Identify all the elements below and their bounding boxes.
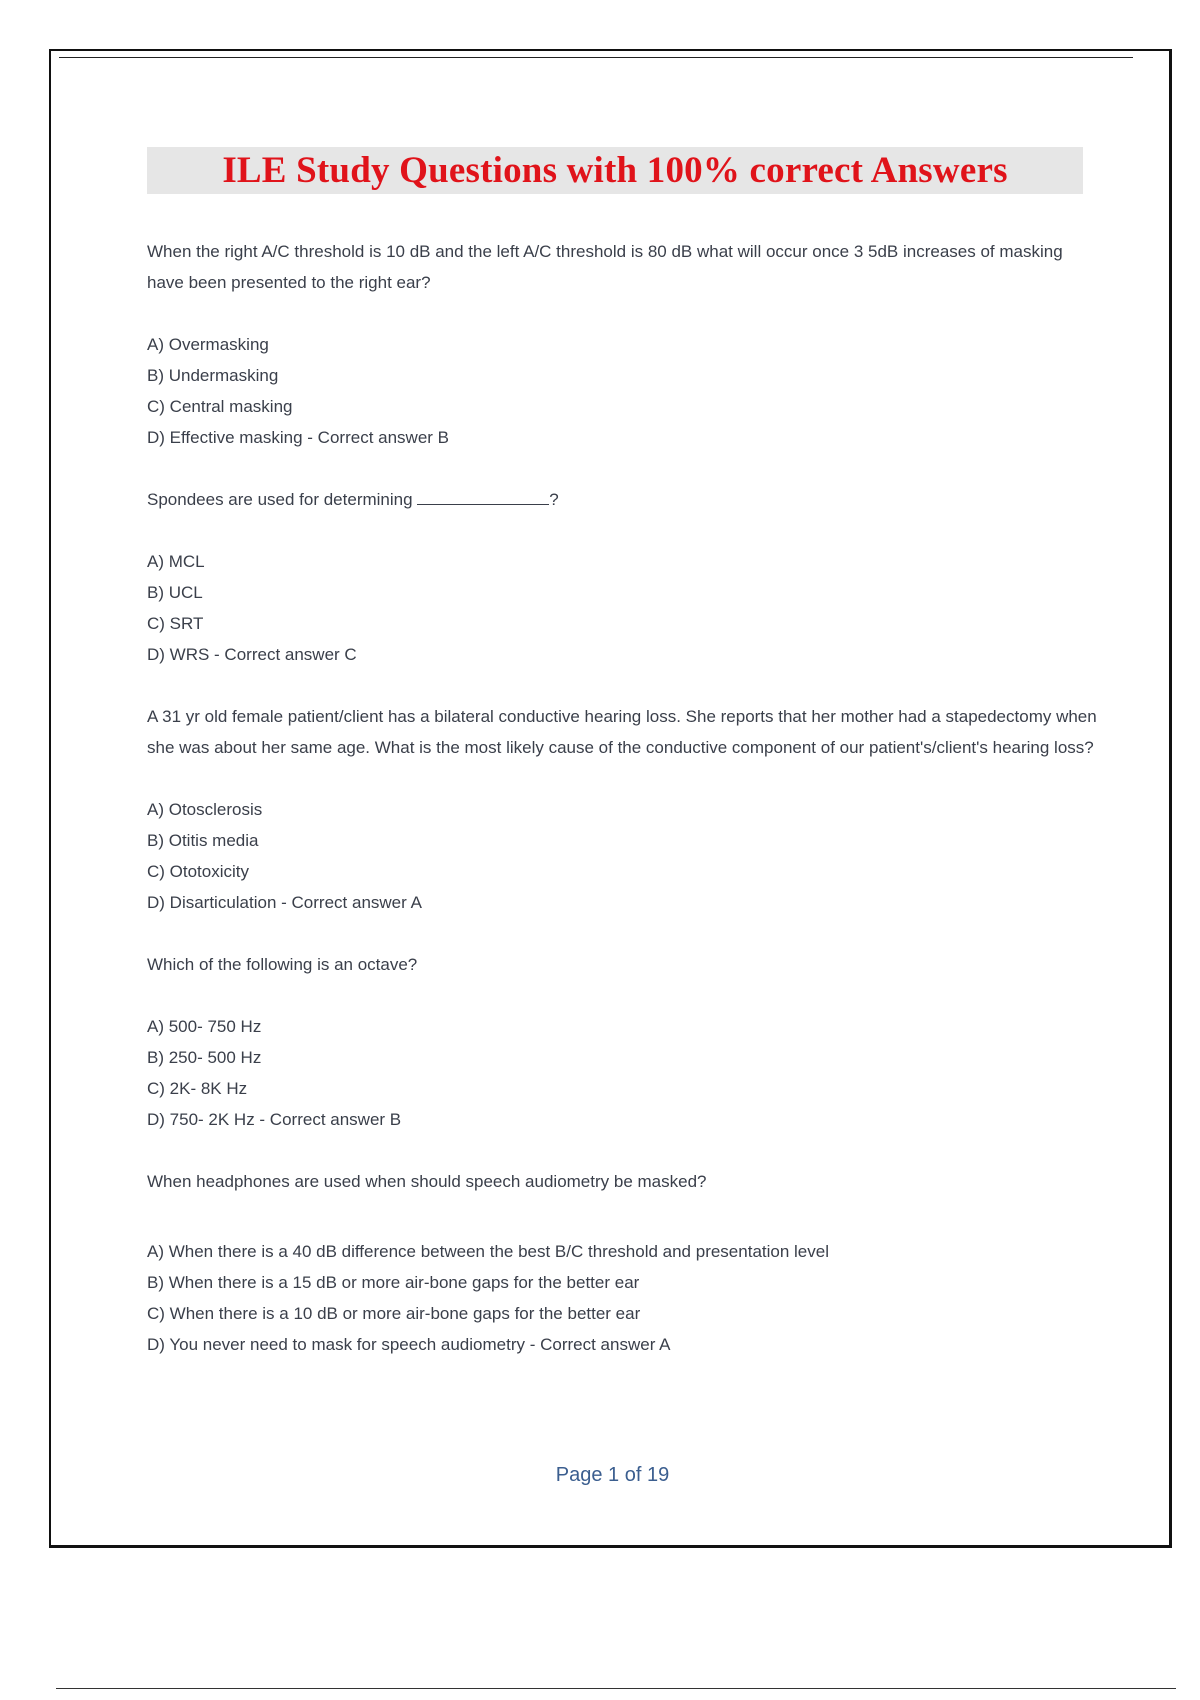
page-number: Page 1 of 19: [555, 1464, 670, 1486]
option-c: C) Central masking: [147, 397, 293, 416]
answer-options: [147, 329, 1097, 453]
option-d: D) 750- 2K Hz - Correct answer B: [147, 1110, 402, 1129]
option-c: C) Ototoxicity: [147, 862, 250, 881]
answer-options: [147, 794, 1097, 918]
top-rule: [59, 57, 1133, 58]
option-d: D) Disarticulation - Correct answer A: [147, 893, 422, 912]
question-block-1: [147, 236, 1097, 453]
next-page-top-rule: [56, 1688, 1176, 1689]
answer-options: [147, 1011, 1097, 1135]
option-a: A) Otosclerosis: [147, 800, 263, 819]
question-block-4: [147, 949, 1097, 1135]
option-a: A) MCL: [147, 552, 205, 571]
option-d: D) Effective masking - Correct answer B: [147, 428, 449, 447]
question-text-before-blank: Spondees are used for determining: [147, 490, 418, 509]
option-b: B) Undermasking: [147, 366, 279, 385]
option-c: C) When there is a 10 dB or more air-bone gaps for the better ear: [147, 1304, 641, 1323]
option-a: A) 500- 750 Hz: [147, 1017, 262, 1036]
question-block-3: [147, 701, 1097, 918]
option-d: D) WRS - Correct answer C: [147, 645, 357, 664]
option-a: A) Overmasking: [147, 335, 269, 354]
question-text: Which of the following is an octave?: [147, 955, 418, 974]
question-text-after-blank: ?: [549, 490, 559, 509]
question-text: [147, 484, 1097, 515]
option-a: A) When there is a 40 dB difference between the best B/C threshold and presentation level: [147, 1242, 829, 1261]
document-title: ILE Study Questions with 100% correct Answers: [222, 150, 1008, 191]
question-list: [147, 236, 1097, 1391]
title-banner: [147, 147, 1083, 194]
question-text: A 31 yr old female patient/client has a bilateral conductive hearing loss. She reports that her mother had a stapedectomy when she was about her same age. What is the most likely cause of the conductive component of our patient's/client's hearing loss?: [147, 707, 1097, 757]
question-text: When headphones are used when should speech audiometry be masked?: [147, 1172, 707, 1191]
question-block-2: [147, 484, 1097, 670]
fill-in-blank: [417, 490, 549, 505]
answer-options: [147, 546, 1097, 670]
option-b: B) UCL: [147, 583, 203, 602]
option-c: C) 2K- 8K Hz: [147, 1079, 248, 1098]
option-b: B) 250- 500 Hz: [147, 1048, 262, 1067]
option-d: D) You never need to mask for speech audiometry - Correct answer A: [147, 1335, 671, 1354]
answer-options: [147, 1236, 1097, 1360]
question-block-5: [147, 1166, 1097, 1360]
option-b: B) When there is a 15 dB or more air-bone gaps for the better ear: [147, 1273, 640, 1292]
option-c: C) SRT: [147, 614, 204, 633]
option-b: B) Otitis media: [147, 831, 259, 850]
question-text: When the right A/C threshold is 10 dB and the left A/C threshold is 80 dB what will occur once 3 5dB increases of masking have been presented to the right ear?: [147, 242, 1063, 292]
page-frame: [49, 49, 1172, 1548]
